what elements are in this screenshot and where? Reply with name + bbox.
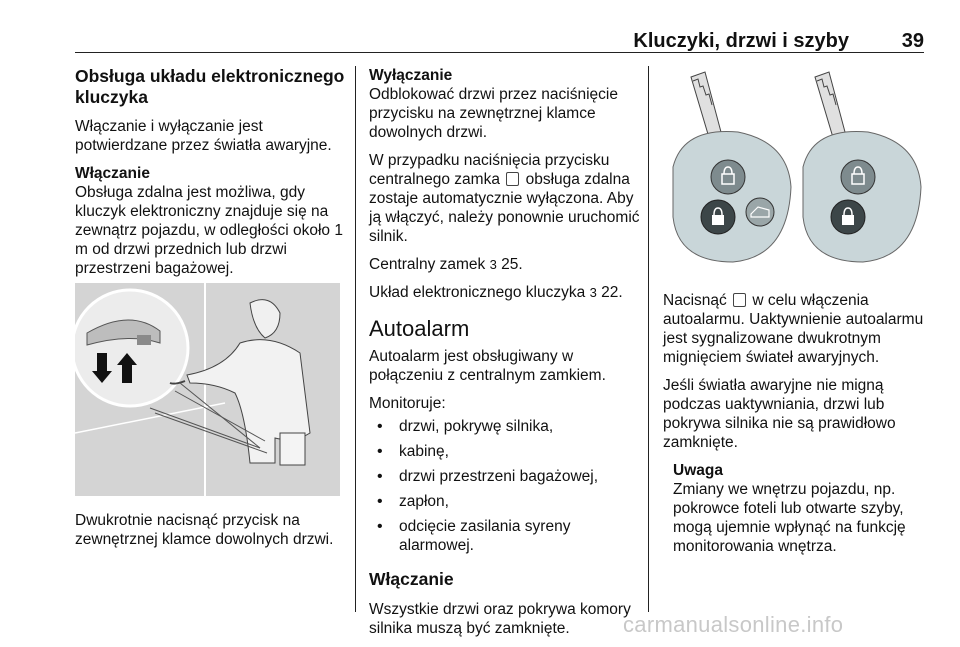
fail-text: Jeśli światła awaryjne nie migną podczas uaktywniania, drzwi lub pokrywa silnika nie są prawidłowo zamknięte. [663, 377, 896, 451]
list-item: • zapłon, [369, 492, 641, 511]
reference-page: 22. [601, 284, 623, 301]
press-text-b: w celu włączenia autoalarmu. Uaktywnienie autoalarmu jest sygnalizowane dwukrotnym mignięciem świateł awaryjnych. [663, 292, 924, 366]
list-item: • drzwi przestrzeni bagażowej, [369, 467, 641, 486]
press-text-a: Nacisnąć [663, 292, 727, 309]
reference-arrow-icon: 3 [589, 285, 597, 300]
column-3 [663, 291, 933, 556]
column-divider [355, 66, 356, 612]
lock-icon [733, 293, 746, 307]
central-lock-text-a: W przypadku naciśnięcia przycisku centralnego zamka [369, 152, 610, 188]
remote-keys-drawing [663, 67, 933, 277]
list-item: • kabinę, [369, 442, 641, 461]
list-item: • drzwi, pokrywę silnika, [369, 417, 641, 436]
watermark: carmanualsonline.info [623, 612, 844, 637]
reference-text: Układ elektronicznego kluczyka [369, 284, 586, 301]
enable-alarm-text: Wszystkie drzwi oraz pokrywa komory silnika muszą być zamknięte. [369, 601, 631, 637]
reference-electronic-key[interactable] [369, 283, 641, 302]
subheading-enable: Włączanie [75, 165, 150, 182]
subheading-enable-alarm: Włączanie [369, 569, 454, 589]
lock-icon [506, 172, 519, 186]
door-handle-drawing [75, 283, 340, 496]
reference-arrow-icon: 3 [489, 257, 497, 272]
column-divider [648, 66, 649, 612]
disable-text: Odblokować drzwi przez naciśnięcie przycisku na zewnętrznej klamce dowolnych drzwi. [369, 86, 618, 141]
door-handle-illustration [75, 283, 340, 496]
figure-caption-block [75, 511, 347, 558]
subheading-disable: Wyłączanie [369, 67, 453, 84]
note-text: Zmiany we wnętrzu pojazdu, np. pokrowce foteli lub otwarte szyby, mogą ujemnie wpłynąć na funkcję monitorowania wnętrza. [673, 481, 906, 555]
reference-page: 25. [501, 256, 523, 273]
note-title: Uwaga [673, 462, 723, 479]
figure-caption: Dwukrotnie nacisnąć przycisk na zewnętrznej klamce dowolnych drzwi. [75, 512, 334, 548]
central-lock-text-b: obsługa zdalna zostaje automatycznie wyłączona. Aby ją włączyć, należy ponownie uruchomić silnik. [369, 171, 640, 245]
page-number: 39 [901, 30, 924, 52]
section-title-autoalarm: Autoalarm [369, 316, 470, 341]
list-item: • odcięcie zasilania syreny alarmowej. [369, 517, 641, 555]
section-heading: Obsługa układu elektronicznego kluczyka [75, 66, 345, 107]
reference-central-lock[interactable] [369, 255, 641, 274]
press-button-text [663, 291, 933, 367]
header-rule [75, 52, 924, 53]
autoalarm-text: Autoalarm jest obsługiwany w połączeniu z centralnym zamkiem. [369, 348, 606, 384]
intro-text: Włączanie i wyłączanie jest potwierdzane przez światła awaryjne. [75, 118, 332, 154]
central-lock-text [369, 151, 641, 246]
reference-text: Centralny zamek [369, 256, 486, 273]
column-1 [75, 66, 347, 287]
monitors-label: Monitoruje: [369, 395, 446, 412]
column-2 [369, 66, 641, 647]
enable-text: Obsługa zdalna jest możliwa, gdy kluczyk elektroniczny znajduje się na zewnątrz pojazdu, w odległości około 1 m od drzwi przednich lub drzwi przestrzeni bagażowej. [75, 184, 343, 277]
remote-key-illustration [663, 67, 933, 277]
note-box [663, 461, 933, 556]
header-title: Kluczyki, drzwi i szyby [633, 30, 849, 52]
monitor-list [369, 417, 641, 555]
